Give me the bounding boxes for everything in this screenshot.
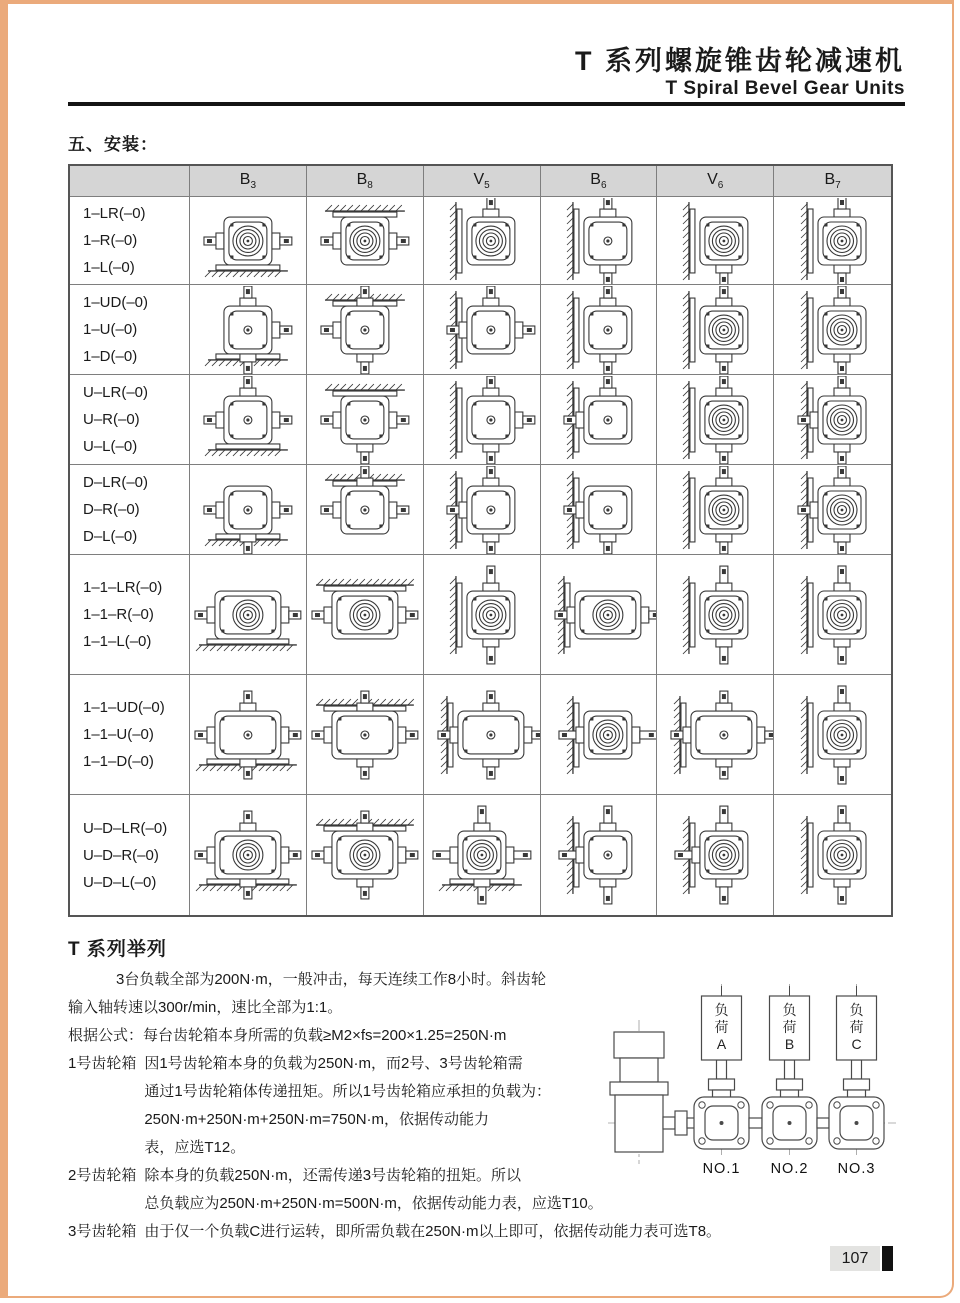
gearbox-cell [190, 375, 307, 465]
row-label-line: 1–UD(–0) [83, 294, 149, 311]
gearbox-drawing [190, 676, 306, 794]
item-label: 1号齿轮箱 [68, 1055, 137, 1072]
gearbox-cell [774, 285, 891, 375]
row-label-line: 1–D(–0) [83, 348, 138, 365]
row-label-line: U–D–LR(–0) [83, 819, 168, 837]
gearbox-drawing [657, 466, 773, 554]
gearbox-drawing [190, 466, 306, 554]
row-label-line: 1–1–R(–0) [83, 606, 154, 623]
gearbox-drawing [775, 376, 891, 464]
column-label: $B_8$ [356, 171, 373, 191]
column-header-B6 [541, 166, 658, 197]
gearbox-cell [190, 465, 307, 555]
gearbox-item-3 [68, 1218, 721, 1246]
row-label-line: U–L(–0) [83, 438, 138, 455]
gearbox-drawing [424, 556, 540, 674]
gearbox-cell [657, 675, 774, 795]
gearbox-drawing [541, 466, 657, 554]
row-label-cell [70, 675, 190, 795]
column-header-B3 [190, 166, 307, 197]
load-diagram [598, 982, 904, 1178]
item-label: 3号齿轮箱 [68, 1223, 137, 1240]
gearbox-cell [541, 285, 658, 375]
page-title-zh: T 系列螺旋锥齿轮减速机 [575, 46, 905, 76]
row-label-line: D–LR(–0) [83, 474, 149, 491]
mounting-table [68, 164, 893, 917]
gearbox-cell [657, 555, 774, 675]
load-label-char: 荷 [714, 1019, 729, 1035]
row-label-line: D–L(–0) [83, 528, 138, 545]
gearbox-cell [657, 795, 774, 915]
gearbox-drawing [424, 198, 540, 284]
column-header-V6 [657, 166, 774, 197]
gearbox-drawing [424, 796, 540, 914]
column-label: $V_5$ [473, 171, 490, 191]
item-lines [144, 1162, 602, 1218]
item-label: 2号齿轮箱 [68, 1167, 137, 1184]
item-line: 通过1号齿轮箱体传递扭矩。所以1号齿轮箱应承担的负载为： [144, 1083, 552, 1100]
example-formula: 根据公式：每台齿轮箱本身所需的负载≥M2×fs=200×1.25=250N·m [68, 1027, 507, 1044]
gearbox-cell [307, 675, 424, 795]
gearbox-cell [190, 197, 307, 285]
gearbox-drawing [541, 286, 657, 374]
example-intro-line: 3台负载全部为200N·m，一般冲击，每天连续工作8小时。斜齿轮 [116, 971, 547, 988]
load-label-char: 荷 [782, 1019, 797, 1035]
gearbox-cell [190, 675, 307, 795]
column-label: $B_6$ [590, 171, 607, 191]
gearbox-drawing [307, 376, 423, 464]
gearbox-cell [541, 197, 658, 285]
gearbox-drawing [541, 198, 657, 284]
load-label-char: 负 [782, 1002, 797, 1018]
gearbox-drawing [657, 796, 773, 914]
row-label-line: 1–1–U(–0) [83, 726, 154, 743]
gearbox-cell [424, 375, 541, 465]
gearbox-drawing [307, 198, 423, 284]
row-label-line: 1–1–L(–0) [83, 633, 152, 650]
load-label-char: 负 [714, 1002, 729, 1018]
item-line: 250N·m+250N·m+250N·m=750N·m，依据传动能力 [144, 1111, 490, 1128]
gearbox-cell [774, 465, 891, 555]
row-label-cell [70, 285, 190, 375]
load-label-char: B [784, 1036, 795, 1052]
gearbox-cell [190, 795, 307, 915]
page-number-bar [882, 1246, 893, 1271]
gearbox-drawing [307, 286, 423, 374]
gearbox-drawing [541, 376, 657, 464]
row-label-cell [70, 795, 190, 915]
gearbox-drawing [424, 286, 540, 374]
row-label-cell [70, 555, 190, 675]
gearbox-cell [424, 465, 541, 555]
item-lines [144, 1050, 551, 1162]
page-number: 107 [830, 1246, 880, 1271]
gearbox-cell [424, 285, 541, 375]
gearbox-drawing [657, 198, 773, 284]
gearbox-drawing [657, 286, 773, 374]
gearbox-drawing [190, 556, 306, 674]
column-header-V5 [424, 166, 541, 197]
example-heading: T 系列举列 [68, 939, 167, 960]
load-label-char: A [716, 1036, 727, 1052]
gearbox-cell [424, 795, 541, 915]
gearbox-cell [774, 375, 891, 465]
gearbox-drawing [541, 556, 657, 674]
row-label-line: U–D–R(–0) [83, 846, 159, 864]
gearbox-cell [424, 197, 541, 285]
row-label-cell [70, 197, 190, 285]
gearbox-cell [541, 375, 658, 465]
row-label-line: U–R(–0) [83, 411, 140, 428]
load-label-char: 负 [849, 1002, 864, 1018]
example-intro-line: 输入轴转速以300r/min，速比全部为1:1。 [68, 999, 343, 1016]
gearbox-drawing [541, 676, 657, 794]
unit-label: NO.3 [837, 1161, 876, 1177]
item-lines [144, 1218, 721, 1246]
gearbox-drawing [775, 466, 891, 554]
gearbox-drawing [190, 198, 306, 284]
gearbox-cell [307, 375, 424, 465]
gearbox-cell [657, 197, 774, 285]
gearbox-drawing [775, 676, 891, 794]
gearbox-drawing [424, 376, 540, 464]
gearbox-cell [307, 465, 424, 555]
row-label-line: U–D–L(–0) [83, 873, 157, 891]
gearbox-cell [774, 675, 891, 795]
gearbox-drawing [657, 376, 773, 464]
gearbox-drawing [307, 796, 423, 914]
row-label-line: 1–1–UD(–0) [83, 699, 165, 716]
gearbox-drawing [190, 286, 306, 374]
gearbox-cell [424, 675, 541, 795]
header-rule [68, 102, 905, 106]
gearbox-cell [774, 795, 891, 915]
table-corner-cell [70, 166, 190, 197]
gearbox-drawing [775, 796, 891, 914]
row-label-line: 1–1–LR(–0) [83, 579, 163, 596]
section-title: 五、安装： [68, 135, 158, 154]
gearbox-cell [307, 795, 424, 915]
item-line: 表，应选T12。 [144, 1139, 246, 1156]
gearbox-drawing [657, 676, 773, 794]
row-label-line: 1–U(–0) [83, 321, 138, 338]
column-label: $B_3$ [239, 171, 257, 191]
gearbox-cell [774, 555, 891, 675]
row-label-line: D–R(–0) [83, 501, 140, 518]
unit-label: NO.1 [702, 1161, 741, 1177]
row-label-line: 1–R(–0) [83, 232, 138, 249]
gearbox-cell [657, 285, 774, 375]
item-line: 由于仅一个负载C进行运转，即所需负载在250N·m以上即可，依据传动能力表可选T8。 [144, 1223, 722, 1240]
gearbox-cell [657, 375, 774, 465]
gearbox-cell [424, 555, 541, 675]
row-label-line: 1–1–D(–0) [83, 753, 154, 770]
gearbox-drawing [307, 556, 423, 674]
gearbox-drawing [307, 466, 423, 554]
gearbox-drawing [190, 796, 306, 914]
column-label: $V_6$ [707, 171, 724, 191]
gearbox-drawing [424, 466, 540, 554]
row-label-line: 1–LR(–0) [83, 205, 146, 222]
gearbox-cell [657, 465, 774, 555]
page-header [68, 46, 905, 100]
gearbox-cell [541, 555, 658, 675]
gearbox-cell [541, 675, 658, 795]
item-line: 因1号齿轮箱本身的负载为250N·m，而2号、3号齿轮箱需 [144, 1055, 523, 1072]
gearbox-drawing [657, 556, 773, 674]
gearbox-drawing [424, 676, 540, 794]
unit-label: NO.2 [770, 1161, 809, 1177]
gearbox-drawing [541, 796, 657, 914]
row-label-cell [70, 465, 190, 555]
column-header-B7 [774, 166, 891, 197]
gearbox-drawing [775, 556, 891, 674]
column-header-B8 [307, 166, 424, 197]
load-diagram-svg [598, 982, 904, 1178]
gearbox-cell [190, 285, 307, 375]
item-line: 总负载应为250N·m+250N·m=500N·m，依据传动能力表，应选T10。 [144, 1195, 603, 1212]
column-label: $B_7$ [824, 171, 841, 191]
gearbox-cell [541, 795, 658, 915]
gearbox-drawing [775, 198, 891, 284]
gearbox-drawing [775, 286, 891, 374]
gearbox-cell [190, 555, 307, 675]
load-label-char: 荷 [849, 1019, 864, 1035]
gearbox-cell [307, 197, 424, 285]
gearbox-cell [774, 197, 891, 285]
gearbox-cell [307, 285, 424, 375]
row-label-cell [70, 375, 190, 465]
load-label-char: C [851, 1036, 862, 1052]
gearbox-cell [541, 465, 658, 555]
item-line: 除本身的负载250N·m，还需传递3号齿轮箱的扭矩。所以 [144, 1167, 522, 1184]
gearbox-drawing [190, 376, 306, 464]
gearbox-drawing [307, 676, 423, 794]
row-label-line: 1–L(–0) [83, 259, 135, 276]
gearbox-cell [307, 555, 424, 675]
row-label-line: U–LR(–0) [83, 384, 149, 401]
page-title-en: T Spiral Bevel Gear Units [665, 78, 905, 99]
